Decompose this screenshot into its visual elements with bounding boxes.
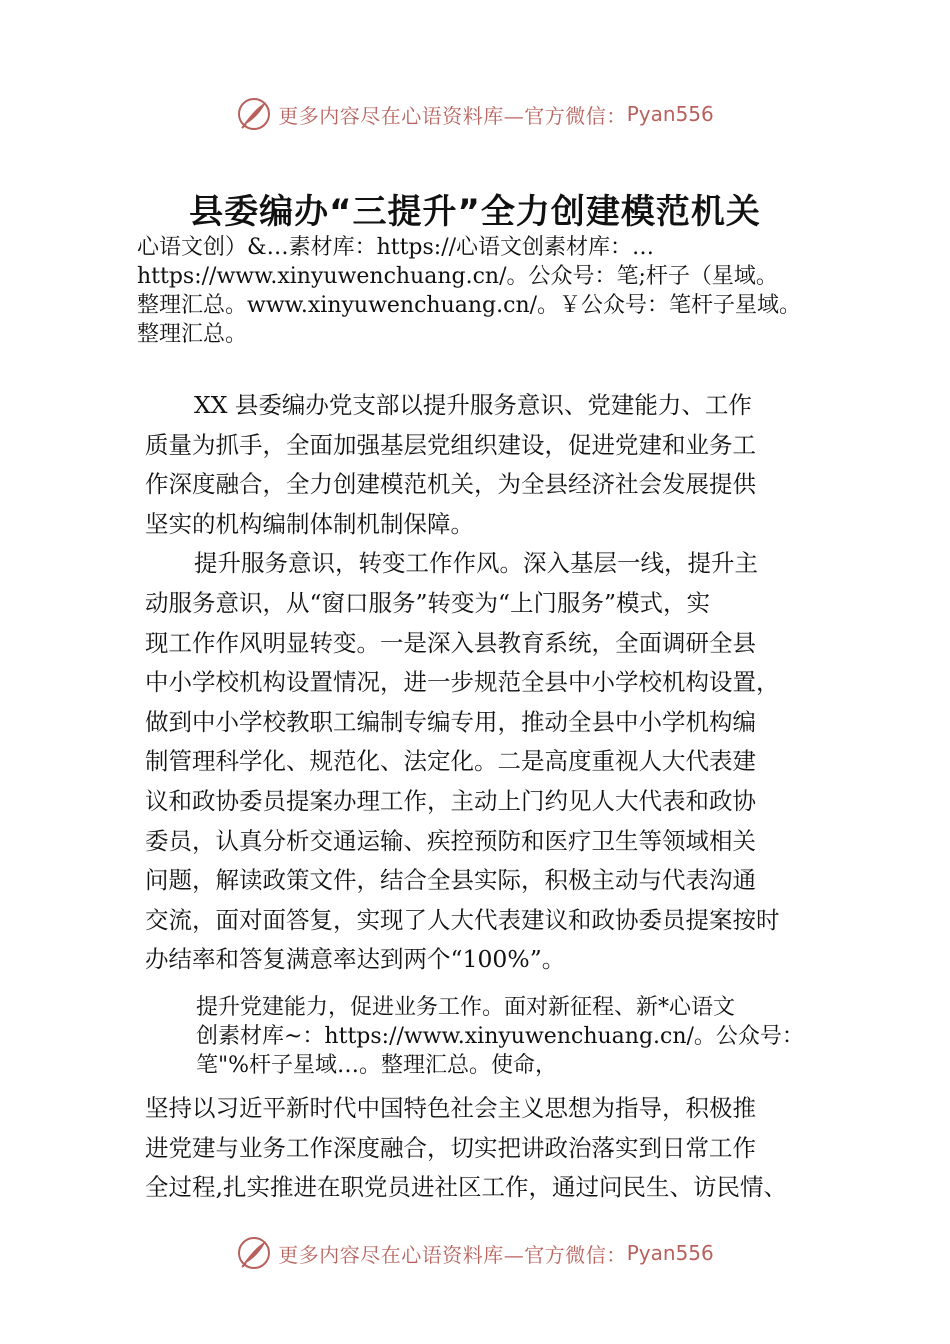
body-line: 做到中小学校教职工编制专编专用，推动全县中小学机构编: [145, 707, 756, 736]
body-text-2: [145, 1089, 845, 1208]
body-line: 坚持以习近平新时代中国特色社会主义思想为指导，积极推: [145, 1094, 756, 1122]
body-line: 中小学校机构设置情况，进一步规范全县中小学校机构设置，: [145, 668, 780, 697]
wechat-id: Pyan556: [626, 1241, 714, 1265]
quill-pen-logo-icon: [236, 1235, 272, 1271]
meta-line: 心语文创）&…素材库：https://心语文创素材库：…: [137, 235, 655, 260]
body-line: 交流，面对面答复，实现了人大代表建议和政协委员提案按时: [145, 905, 780, 934]
body-line: XX 县委编办党支部以提升服务意识、党建能力、工作: [194, 391, 752, 419]
meta-line: 整理汇总。www.xinyuwenchuang.cn/。￥公众号：笔杆子星域。: [137, 293, 802, 318]
body-line: 质量为抓手，全面加强基层党组织建设，促进党建和业务工: [145, 430, 756, 459]
watermark-text: 更多内容尽在心语资料库—官方微信：: [278, 1242, 627, 1267]
watermark-text: 更多内容尽在心语资料库—官方微信：: [278, 103, 627, 128]
quill-pen-logo-icon: [236, 96, 272, 132]
body-line: 作深度融合，全力创建模范机关，为全县经济社会发展提供: [145, 470, 756, 499]
meta-line: 整理汇总。: [137, 322, 248, 347]
body-line: 议和政协委员提案办理工作，主动上门约见人大代表和政协: [145, 786, 756, 815]
footer-watermark: [0, 1233, 950, 1273]
body-line: 坚实的机构编制体制机制保障。: [145, 509, 474, 538]
body-line: 问题，解读政策文件，结合全县实际，积极主动与代表沟通: [145, 866, 756, 895]
body-line: 办结率和答复满意率达到两个“100%”。: [145, 945, 566, 974]
body-line: 动服务意识，从“窗口服务”转变为“上门服务”模式，实: [145, 588, 711, 617]
body-line: 制管理科学化、规范化、法定化。二是高度重视人大代表建: [145, 747, 756, 776]
header-watermark: [0, 94, 950, 134]
body-line: 提升服务意识，转变工作作风。深入基层一线，提升主: [194, 549, 758, 578]
body-text-1: [145, 386, 845, 980]
body-line: 进党建与业务工作深度融合，切实把讲政治落实到日常工作: [145, 1133, 756, 1162]
body-line: 全过程,扎实推进在职党员进社区工作，通过问民生、访民情、: [145, 1173, 787, 1202]
meta-line: 提升党建能力，促进业务工作。面对新征程、新*心语文: [196, 995, 736, 1020]
body-line: 现工作作风明显转变。一是深入县教育系统，全面调研全县: [145, 628, 756, 657]
body-line: 委员，认真分析交通运输、疾控预防和医疗卫生等领域相关: [145, 826, 756, 855]
document-title: 县委编办“三提升”全力创建模范机关: [189, 192, 761, 232]
wechat-id: Pyan556: [626, 102, 714, 126]
meta-line: https://www.xinyuwenchuang.cn/。公众号：笔;杆子（星域。: [137, 264, 778, 289]
meta-line: 笔"%杆子星域…。整理汇总。使命，: [196, 1053, 558, 1078]
meta-block-1: [137, 233, 857, 349]
meta-line: 创素材库~：https://www.xinyuwenchuang.cn/。公众号：: [196, 1024, 804, 1049]
meta-block-2: [196, 993, 916, 1080]
